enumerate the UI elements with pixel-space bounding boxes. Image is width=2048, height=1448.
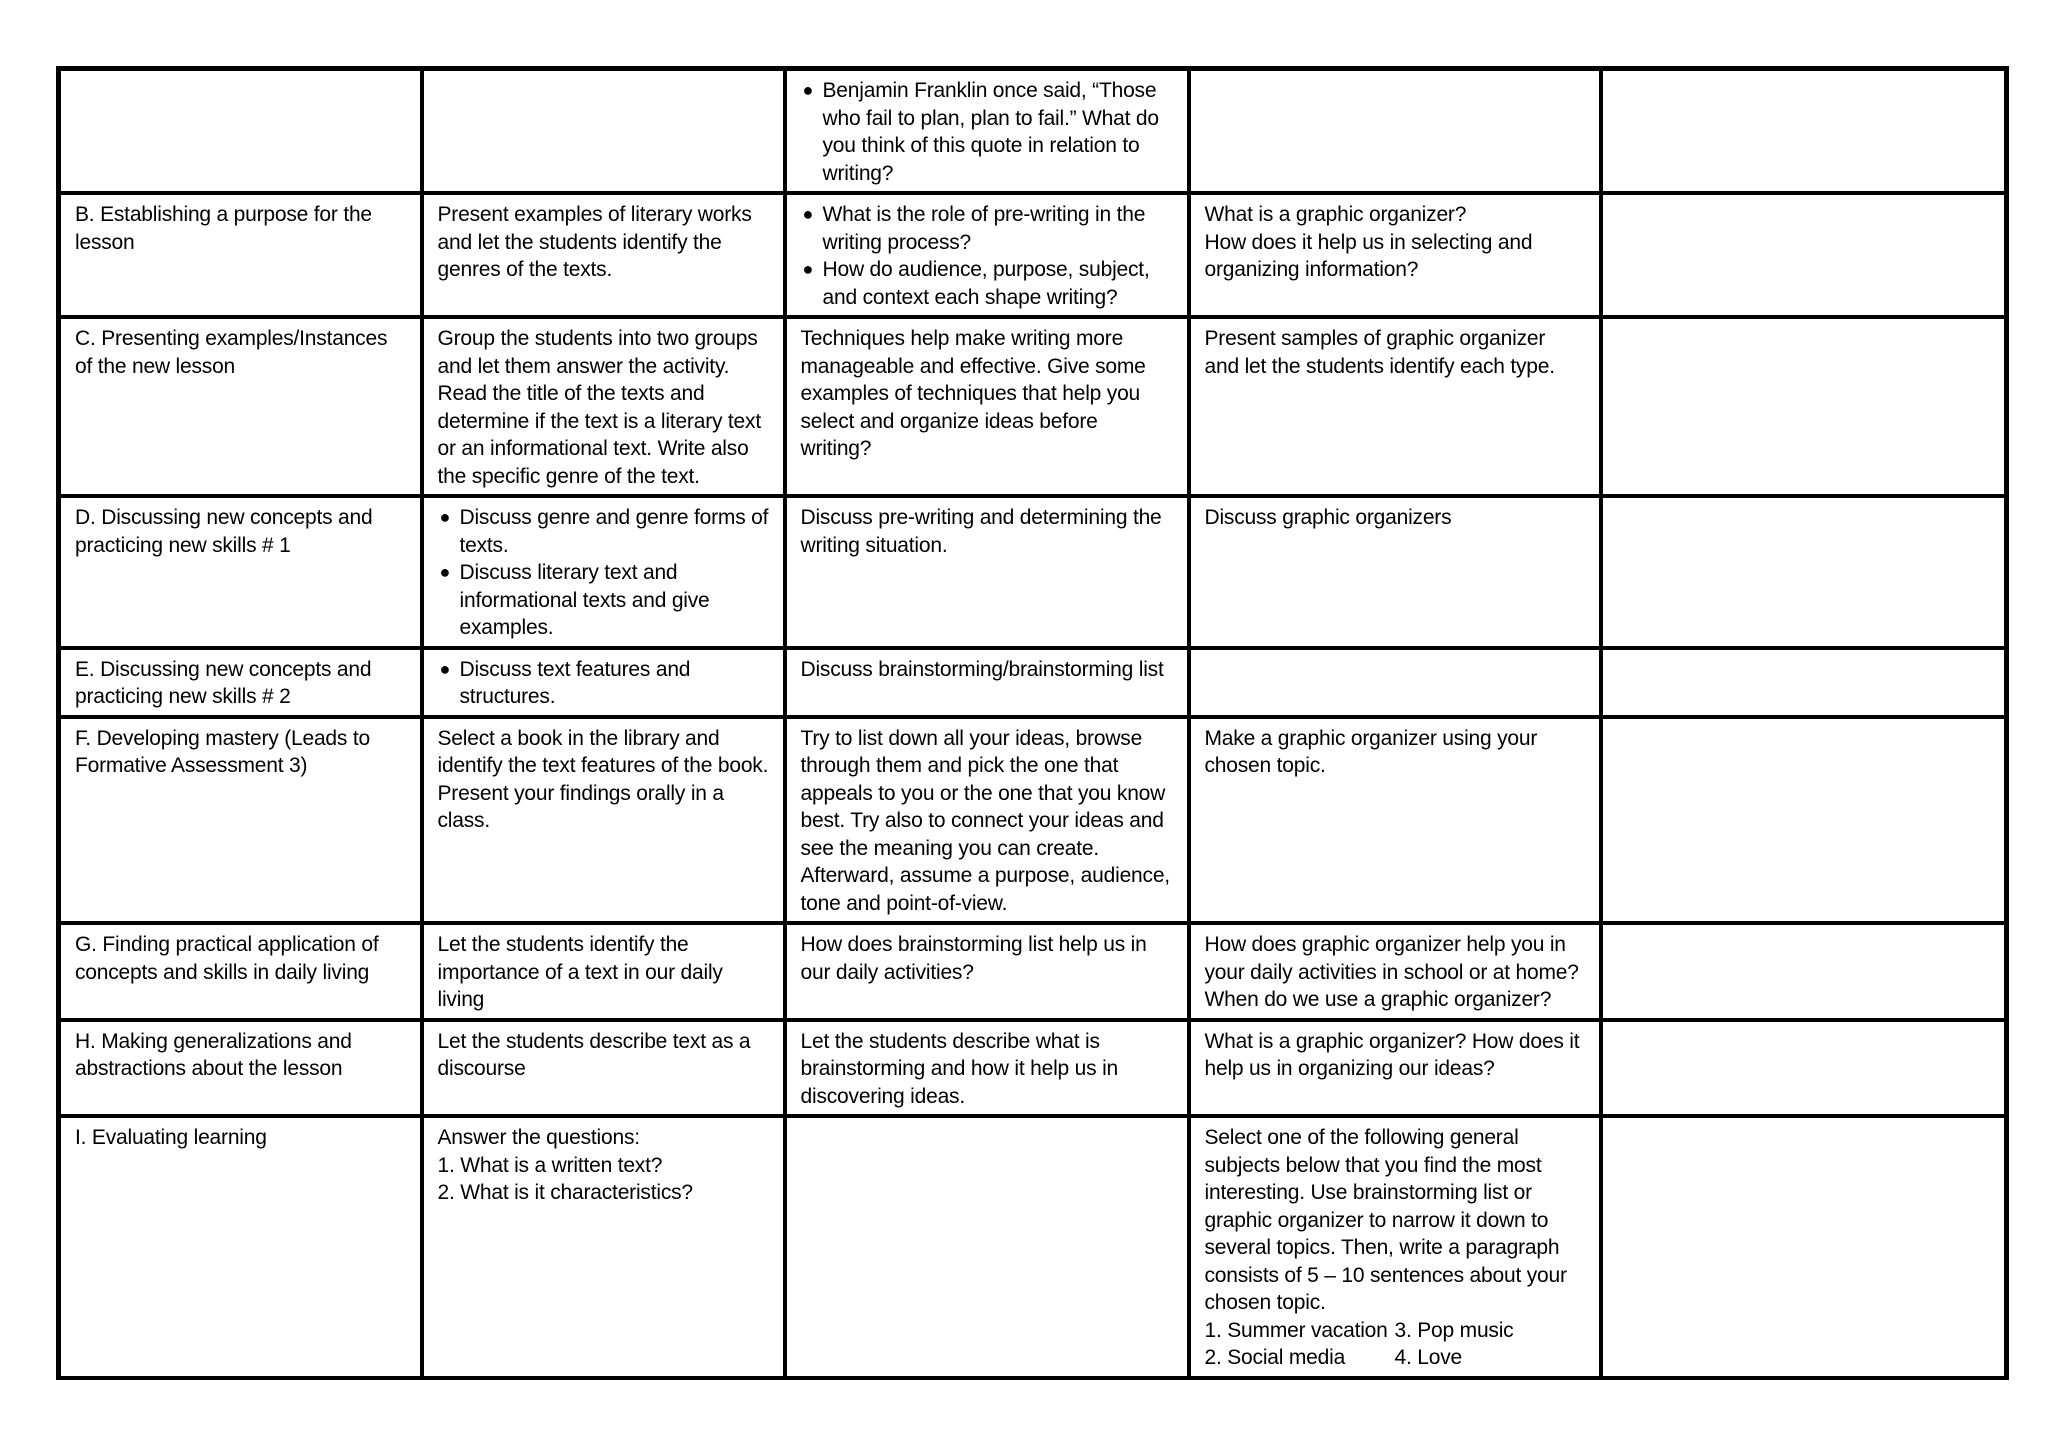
bullet-list [438, 504, 769, 642]
procedure-label-cell [59, 317, 422, 496]
procedure-label-cell [59, 717, 422, 924]
bullet-list [801, 77, 1173, 187]
day-3-cell [1189, 193, 1601, 317]
procedure-label-cell [59, 496, 422, 648]
bullet-dot-icon: ● [802, 259, 814, 279]
procedure-label-cell [59, 923, 422, 1020]
bullet-list [438, 656, 769, 711]
day-1-cell [422, 648, 785, 717]
cell-text: Present samples of graphic organizer and let the students identify each type. [1204, 327, 1555, 378]
bullet-item [802, 77, 1173, 187]
cell-text: Let the students identify the importance of a text in our daily living [437, 933, 723, 1011]
bullet-dot-icon: ● [439, 658, 451, 679]
day-4-cell [1601, 923, 2007, 1020]
bullet-dot-icon: ● [802, 80, 814, 100]
cell-text: How does it help us in selecting and organizing information? [1204, 230, 1533, 281]
day-3-cell [1189, 496, 1601, 648]
day-2-cell [785, 496, 1189, 648]
day-2-cell [785, 193, 1189, 317]
table-row [59, 317, 2007, 496]
day-4-cell [1601, 496, 2007, 648]
cell-text: Discuss brainstorming/brainstorming list [800, 657, 1164, 681]
procedure-label-cell [59, 69, 422, 194]
procedure-label: C. Presenting examples/Instances of the new lesson [75, 327, 388, 378]
day-4-cell [1601, 648, 2007, 717]
procedure-label: D. Discussing new concepts and practicing new skills # 1 [75, 506, 373, 557]
procedure-label: H. Making generalizations and abstractions about the lesson [75, 1029, 352, 1080]
day-2-cell [785, 923, 1189, 1020]
day-2-cell [785, 69, 1189, 194]
cell-text: Techniques help make writing more manageable and effective. Give some examples of techniques that help you select and organize ideas before writing? [800, 327, 1146, 460]
bullet-item [802, 256, 1173, 311]
day-2-cell [785, 717, 1189, 924]
cell-text: Answer the questions: [437, 1126, 640, 1149]
day-2-cell [785, 1020, 1189, 1117]
cell-text: Discuss graphic organizers [1204, 506, 1452, 529]
procedure-label: E. Discussing new concepts and practicing new skills # 2 [75, 657, 372, 708]
cell-text: What is a graphic organizer? [1204, 203, 1467, 226]
day-3-cell [1189, 1020, 1601, 1117]
bullet-text: Discuss literary text and informational texts and give examples. [459, 561, 710, 639]
day-3-cell [1189, 69, 1601, 194]
bullet-item [439, 504, 769, 559]
procedure-label: G. Finding practical application of concepts and skills in daily living [75, 933, 379, 984]
bullet-dot-icon: ● [802, 204, 814, 224]
day-3-cell [1189, 317, 1601, 496]
day-1-cell [422, 317, 785, 496]
topic-choice: 2. Social media [1204, 1346, 1346, 1369]
procedure-label: B. Establishing a purpose for the lesson [75, 203, 372, 254]
cell-text: Let the students describe text as a discourse [437, 1029, 751, 1080]
day-2-cell [785, 317, 1189, 496]
procedure-label-cell [59, 193, 422, 317]
day-1-cell [422, 717, 785, 924]
bullet-text: What is the role of pre-writing in the writing process? [822, 203, 1146, 254]
topic-choice: 3. Pop music [1394, 1318, 1514, 1342]
table-row [59, 496, 2007, 648]
cell-text: How does graphic organizer help you in your daily activities in school or at home? When do we use a graphic organizer? [1204, 933, 1579, 1011]
bullet-dot-icon: ● [439, 562, 451, 582]
cell-text: Select a book in the library and identify the text features of the book. Present your findings orally in a class. [437, 726, 769, 832]
topic-choice: 4. Love [1394, 1346, 1462, 1369]
cell-text: Make a graphic organizer using your chosen topic. [1204, 726, 1538, 777]
cell-text: Discuss pre-writing and determining the writing situation. [800, 506, 1162, 557]
day-3-cell [1189, 717, 1601, 924]
procedure-label-cell [59, 1020, 422, 1117]
day-4-cell [1601, 717, 2007, 924]
lesson-plan-table [56, 66, 2009, 1380]
cell-text: How does brainstorming list help us in our daily activities? [800, 933, 1147, 984]
bullet-list [801, 201, 1173, 311]
procedure-label: I. Evaluating learning [75, 1126, 267, 1149]
day-1-cell [422, 496, 785, 648]
day-1-cell [422, 193, 785, 317]
day-4-cell [1601, 1020, 2007, 1117]
cell-text: Select one of the following general subjects below that you find the most interesting. Use brainstorming list or graphic organizer to narrow it down to several topics. Then, write a paragraph consists of 5 – 10 sentences about your chosen topic. [1204, 1126, 1567, 1314]
procedure-label-cell [59, 648, 422, 717]
cell-text: Group the students into two groups and let them answer the activity. Read the title of the texts and determine if the text is a literary text or an informational text. Write also the specific genre of the text. [437, 327, 761, 488]
table-row [59, 1116, 2007, 1378]
bullet-text: How do audience, purpose, subject, and context each shape writing? [822, 258, 1150, 309]
day-4-cell [1601, 193, 2007, 317]
bullet-text: Benjamin Franklin once said, “Those who fail to plan, plan to fail.” What do you think of this quote in relation to writing? [822, 79, 1159, 185]
cell-text: 1. What is a written text? [437, 1153, 663, 1177]
table-row [59, 923, 2007, 1020]
bullet-text: Discuss genre and genre forms of texts. [459, 506, 769, 557]
table-row [59, 193, 2007, 317]
day-4-cell [1601, 1116, 2007, 1378]
table-row [59, 717, 2007, 924]
bullet-item [802, 201, 1173, 256]
day-2-cell [785, 1116, 1189, 1378]
cell-text: 2. What is it characteristics? [437, 1181, 693, 1204]
table-row [59, 69, 2007, 194]
day-1-cell [422, 1020, 785, 1117]
topic-choices [1205, 1317, 1585, 1372]
table-row [59, 1020, 2007, 1117]
day-1-cell [422, 1116, 785, 1378]
cell-text: Present examples of literary works and let the students identify the genres of the texts. [437, 203, 752, 281]
topic-choice: 1. Summer vacation [1204, 1318, 1388, 1342]
cell-text: Let the students describe what is brainstorming and how it help us in discovering ideas. [800, 1029, 1119, 1108]
day-1-cell [422, 923, 785, 1020]
day-1-cell [422, 69, 785, 194]
table-row [59, 648, 2007, 717]
bullet-item [439, 559, 769, 642]
cell-text: Try to list down all your ideas, browse through them and pick the one that appeals to you or the one that you know best. Try also to connect your ideas and see the meaning you can create. Afterward, assume a purpose, audience, tone and point-of-view. [800, 726, 1170, 915]
day-4-cell [1601, 317, 2007, 496]
day-3-cell [1189, 1116, 1601, 1378]
procedure-label: F. Developing mastery (Leads to Formative Assessment 3) [75, 726, 370, 777]
day-4-cell [1601, 69, 2007, 194]
lesson-plan-body [59, 69, 2007, 1378]
day-3-cell [1189, 648, 1601, 717]
bullet-dot-icon: ● [439, 507, 451, 527]
cell-text: What is a graphic organizer? How does it help us in organizing our ideas? [1204, 1029, 1580, 1080]
day-3-cell [1189, 923, 1601, 1020]
procedure-label-cell [59, 1116, 422, 1378]
bullet-item [439, 656, 769, 711]
bullet-text: Discuss text features and structures. [459, 657, 691, 708]
day-2-cell [785, 648, 1189, 717]
